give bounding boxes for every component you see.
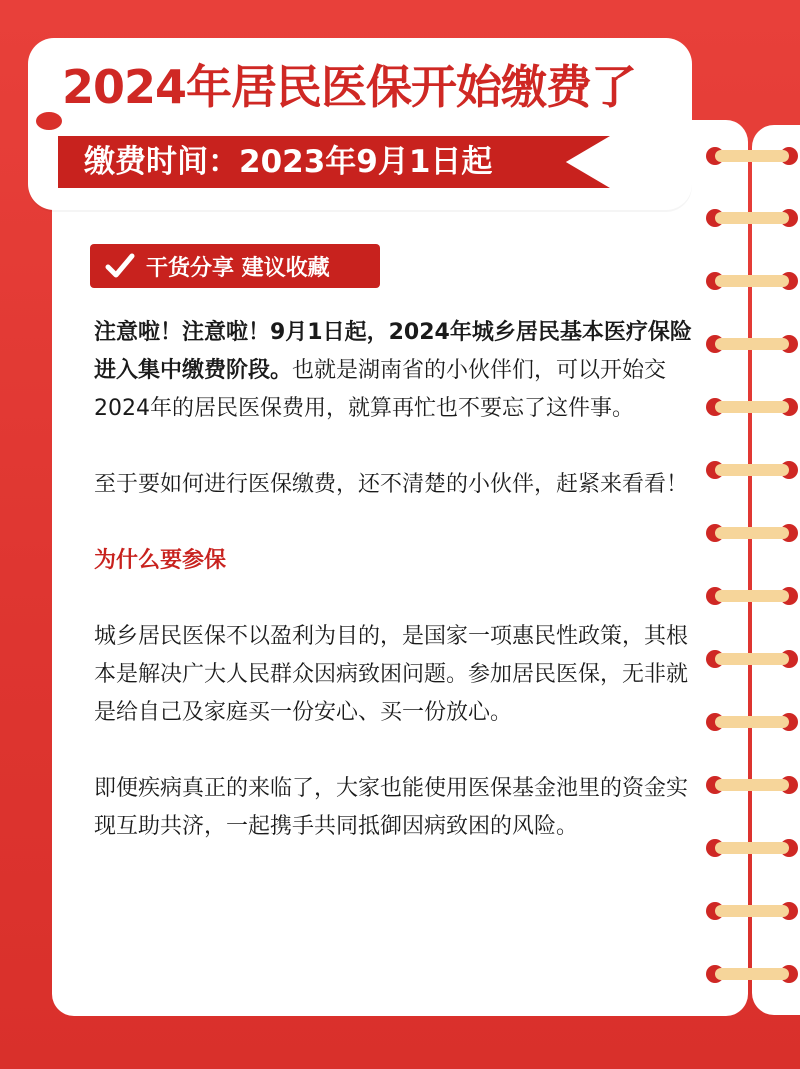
intro-bold-text: 注意啦！注意啦！9月1日起，2024年城乡居民基本医疗保险进入集中缴费阶段。 [94, 320, 692, 383]
article-body [94, 314, 694, 846]
check-icon [100, 244, 140, 288]
header-dot [36, 112, 62, 130]
paragraph-mutual-aid: 即便疾病真正的来临了，大家也能使用医保基金池里的资金实现互助共济，一起携手共同抵御因病致困的风险。 [94, 776, 689, 839]
page-title: 2024年居民医保开始缴费了 [62, 60, 637, 114]
paragraph-intro [94, 314, 694, 428]
back-notebook-page [752, 125, 800, 1015]
share-tag [90, 244, 380, 288]
payment-date-subtitle: 缴费时间：2023年9月1日起 [84, 144, 493, 180]
section-title: 为什么要参保 [94, 548, 227, 573]
tag-label: 干货分享 建议收藏 [146, 255, 330, 281]
intro-text: 也就是湖南省的小伙伴们，可以开始交2024年的居民医保费用，就算再忙也不要忘了这件事。 [94, 358, 667, 421]
paragraph-why: 城乡居民医保不以盈利为目的，是国家一项惠民性政策，其根本是解决广大人民群众因病致困问题。参加居民医保，无非就是给自己及家庭买一份安心、买一份放心。 [94, 624, 689, 725]
paragraph-how-to: 至于要如何进行医保缴费，还不清楚的小伙伴，赶紧来看看！ [94, 472, 689, 497]
